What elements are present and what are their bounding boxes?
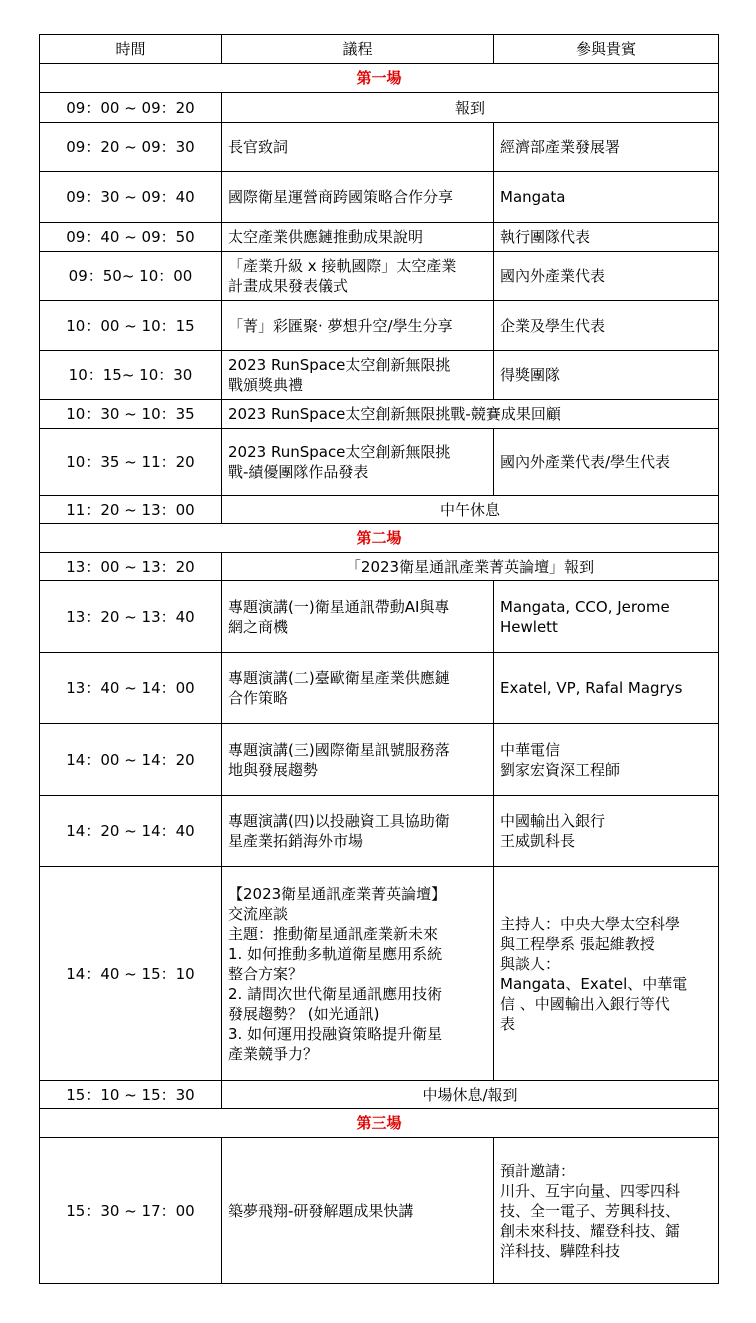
- table-row: [40, 301, 719, 351]
- time-cell: 15：30 ~ 17：00: [40, 1138, 222, 1284]
- agenda-cell: 專題演講(一)衛星通訊帶動AI與專 網之商機: [222, 581, 494, 653]
- agenda-cell: 專題演講(二)臺歐衛星產業供應鏈 合作策略: [222, 653, 494, 724]
- time-cell: 09：00 ~ 09：20: [40, 93, 222, 123]
- section-row: [40, 1109, 719, 1138]
- agenda-cell: 中午休息: [222, 496, 719, 524]
- agenda-cell: 「菁」彩匯聚· 夢想升空/學生分享: [222, 301, 494, 351]
- header-time: 時間: [40, 35, 222, 64]
- agenda-cell: 國際衛星運營商跨國策略合作分享: [222, 172, 494, 223]
- time-cell: 09：40 ~ 09：50: [40, 223, 222, 252]
- time-cell: 09：50~ 10：00: [40, 252, 222, 301]
- table-row: [40, 796, 719, 867]
- agenda-cell: 「產業升級 x 接軌國際」太空產業 計畫成果發表儀式: [222, 252, 494, 301]
- table-row: [40, 123, 719, 172]
- guest-cell: 執行團隊代表: [494, 223, 719, 252]
- table-row: [40, 429, 719, 496]
- table-row: [40, 653, 719, 724]
- table-row: [40, 93, 719, 123]
- table-row: [40, 724, 719, 796]
- header-agenda: 議程: [222, 35, 494, 64]
- table-row: [40, 1081, 719, 1109]
- table-row: [40, 1138, 719, 1284]
- section-row: [40, 64, 719, 93]
- agenda-cell: 報到: [222, 93, 719, 123]
- table-row: [40, 553, 719, 581]
- guest-cell: Mangata, CCO, Jerome Hewlett: [494, 581, 719, 653]
- header-row: [40, 35, 719, 64]
- time-cell: 10：15~ 10：30: [40, 351, 222, 400]
- time-cell: 15：10 ~ 15：30: [40, 1081, 222, 1109]
- agenda-cell: 中場休息/報到: [222, 1081, 719, 1109]
- guest-cell: 經濟部產業發展署: [494, 123, 719, 172]
- time-cell: 13：40 ~ 14：00: [40, 653, 222, 724]
- time-cell: 09：30 ~ 09：40: [40, 172, 222, 223]
- agenda-cell: 2023 RunSpace太空創新無限挑 戰頒獎典禮: [222, 351, 494, 400]
- section-title: 第一場: [40, 64, 719, 93]
- agenda-cell: 【2023衛星通訊產業菁英論壇】 交流座談 主題：推動衛星通訊產業新未來 1. 如何推動多軌道衛星應用系統 整合方案？ 2. 請問次世代衛星通訊應用技術 發展趨勢？ (如光通訊) 3. 如何運用投融資策略提升衛星 產業競爭力？: [222, 867, 494, 1081]
- agenda-cell: 「2023衛星通訊產業菁英論壇」報到: [222, 553, 719, 581]
- table-row: [40, 252, 719, 301]
- header-guests: 參與貴賓: [494, 35, 719, 64]
- agenda-cell: 築夢飛翔-研發解題成果快講: [222, 1138, 494, 1284]
- guest-cell: 企業及學生代表: [494, 301, 719, 351]
- time-cell: 14：40 ~ 15：10: [40, 867, 222, 1081]
- guest-cell: 中國輸出入銀行 王威凱科長: [494, 796, 719, 867]
- time-cell: 14：20 ~ 14：40: [40, 796, 222, 867]
- time-cell: 09：20 ~ 09：30: [40, 123, 222, 172]
- agenda-cell: 太空產業供應鏈推動成果說明: [222, 223, 494, 252]
- guest-cell: 得獎團隊: [494, 351, 719, 400]
- time-cell: 11：20 ~ 13：00: [40, 496, 222, 524]
- time-cell: 13：20 ~ 13：40: [40, 581, 222, 653]
- table-row: [40, 581, 719, 653]
- time-cell: 10：30 ~ 10：35: [40, 400, 222, 429]
- time-cell: 13：00 ~ 13：20: [40, 553, 222, 581]
- table-row: [40, 496, 719, 524]
- time-cell: 10：35 ~ 11：20: [40, 429, 222, 496]
- agenda-table: [39, 34, 719, 1284]
- table-row: [40, 867, 719, 1081]
- section-title: 第二場: [40, 524, 719, 553]
- section-title: 第三場: [40, 1109, 719, 1138]
- time-cell: 10：00 ~ 10：15: [40, 301, 222, 351]
- table-row: [40, 400, 719, 429]
- time-cell: 14：00 ~ 14：20: [40, 724, 222, 796]
- agenda-cell: 2023 RunSpace太空創新無限挑 戰-績優團隊作品發表: [222, 429, 494, 496]
- agenda-cell: 專題演講(四)以投融資工具協助衛 星產業拓銷海外市場: [222, 796, 494, 867]
- guest-cell: 國內外產業代表/學生代表: [494, 429, 719, 496]
- agenda-cell: 專題演講(三)國際衛星訊號服務落 地與發展趨勢: [222, 724, 494, 796]
- agenda-cell: 2023 RunSpace太空創新無限挑戰-競賽成果回顧: [222, 400, 719, 429]
- table-row: [40, 351, 719, 400]
- guest-cell: Exatel, VP, Rafal Magrys: [494, 653, 719, 724]
- guest-cell: 預計邀請： 川升、互宇向量、四零四科 技、全一電子、芳興科技、 創未來科技、耀登科技、鐳 洋科技、驊陞科技: [494, 1138, 719, 1284]
- section-row: [40, 524, 719, 553]
- table-row: [40, 172, 719, 223]
- guest-cell: 中華電信 劉家宏資深工程師: [494, 724, 719, 796]
- table-row: [40, 223, 719, 252]
- guest-cell: 國內外產業代表: [494, 252, 719, 301]
- guest-cell: 主持人：中央大學太空科學 與工程學系 張起維教授 與談人： Mangata、Exatel、中華電 信 、中國輸出入銀行等代 表: [494, 867, 719, 1081]
- guest-cell: Mangata: [494, 172, 719, 223]
- agenda-cell: 長官致詞: [222, 123, 494, 172]
